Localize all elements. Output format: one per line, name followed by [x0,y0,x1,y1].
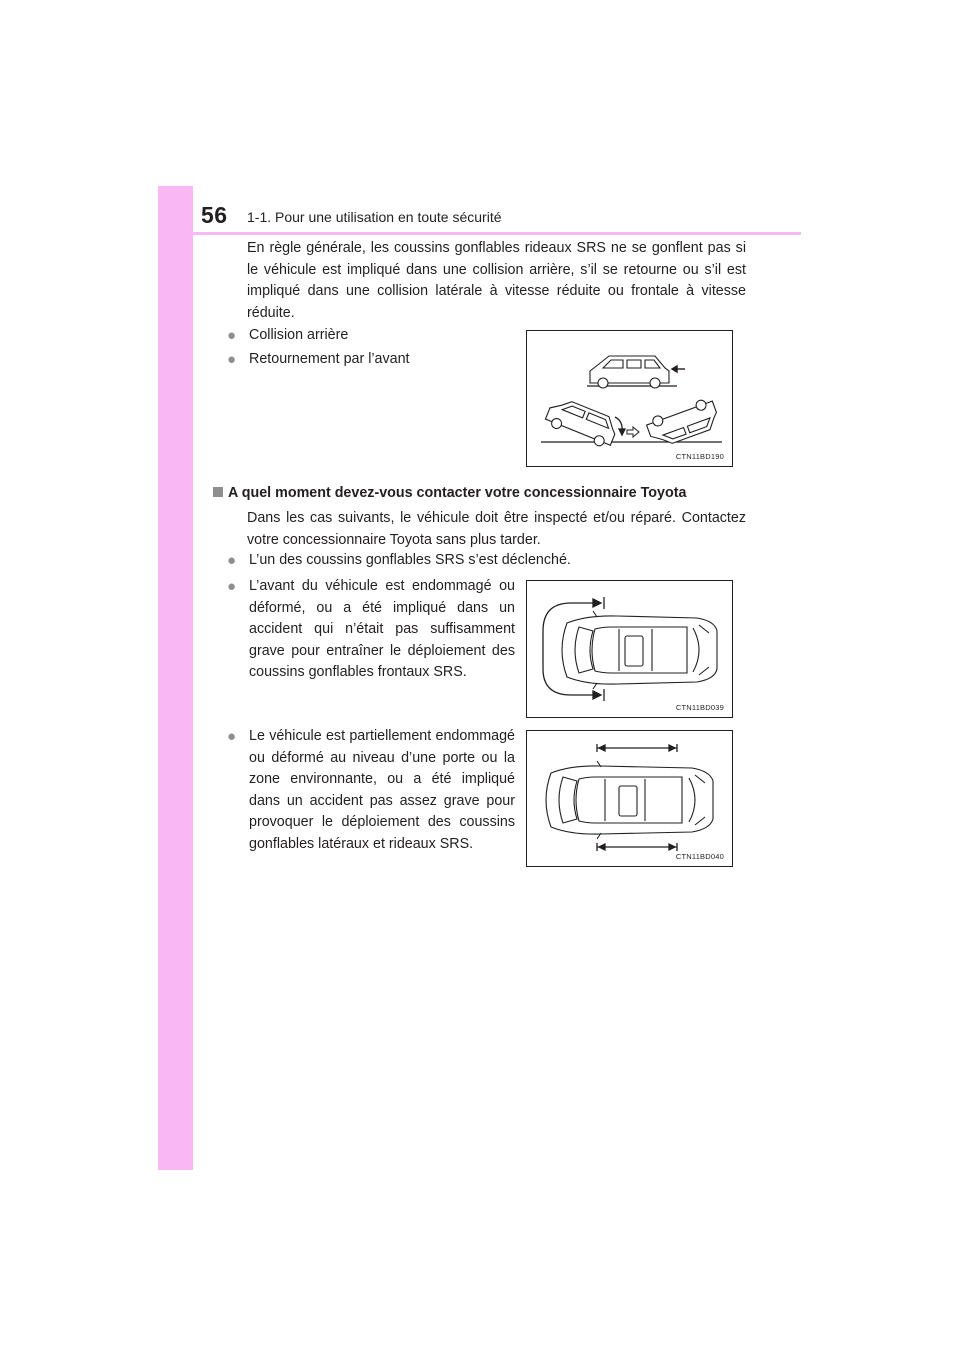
figure-code: CTN11BD190 [675,452,724,461]
bullet-text: L’avant du véhicule est endommagé ou déformé, ou a été impliqué dans un accident qui n’était pas suffisamment grave pour entraîner le déploiement des coussins gonflables frontaux SRS. [249,578,515,680]
bullet-rollover [225,349,505,371]
bullet-dot: ● [227,728,237,745]
bullet-dot: ● [227,552,237,569]
figure-side-damage [526,730,733,867]
rotate-arrow-icon [615,417,625,435]
transition-arrow-icon [627,427,639,437]
figure-collision-rollover [526,330,733,467]
bullet-text: Retournement par l’avant [249,351,410,367]
front-damage-illustration [527,581,734,719]
figure-code: CTN11BD040 [675,852,724,861]
bullet-rear-collision [225,325,505,347]
side-damage-illustration [527,731,734,868]
page-number: 56 [201,202,228,228]
car-top-view-icon [562,611,717,689]
bullet-front-damage [225,576,515,684]
figure-front-damage [526,580,733,718]
bullet-dot: ● [227,578,237,595]
car-top-view-icon [546,761,713,839]
bullet-srs-deployed [225,550,755,572]
bullet-dot: ● [227,351,237,368]
subheading-text: A quel moment devez-vous contacter votre concessionnaire Toyota [228,485,687,501]
subheading-paragraph: Dans les cas suivants, le véhicule doit être inspecté et/ou réparé. Contactez votre concessionnaire Toyota sans plus tarder. [247,510,746,548]
section-title: 1-1. Pour une utilisation en toute sécurité [247,209,502,225]
impact-arrow-icon [672,366,685,372]
header-rule [193,232,801,235]
bullet-side-damage [225,726,515,855]
subheading [213,485,686,501]
bullet-text: Collision arrière [249,327,349,343]
bullet-text: Le véhicule est partiellement endommagé ou déformé au niveau d’une porte ou la zone environnante, ou a été impliqué dans un accident pas assez grave pour provoquer le déploiement des coussins gonflables latéraux et rideaux SRS. [249,728,515,852]
suv-side-icon [590,356,669,388]
section-square-icon [213,487,223,497]
intro-paragraph: En règle générale, les coussins gonflables rideaux SRS ne se gonflent pas si le véhicule est impliqué dans une collision arrière, s’il se retourne ou s’il est impliqué dans une collision latérale à vitesse réduite ou frontale à vitesse réduite. [247,240,746,321]
bullet-dot: ● [227,327,237,344]
collision-illustration [527,331,734,468]
bullet-text: L’un des coussins gonflables SRS s’est déclenché. [249,552,571,568]
figure-code: CTN11BD039 [675,703,724,712]
chapter-side-tab [158,186,193,1170]
